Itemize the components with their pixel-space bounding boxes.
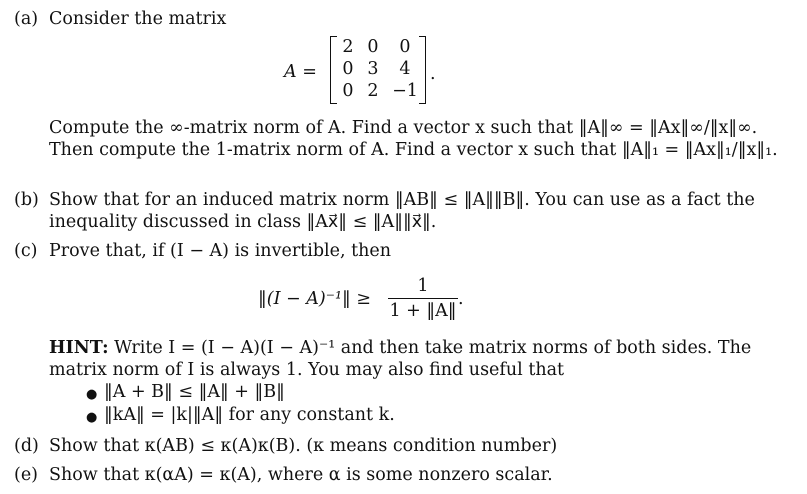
part-d-line-1: Show that κ(AB) ≤ κ(A)κ(B). (κ means condition number) (49, 436, 558, 456)
part-e-label: (e) (14, 465, 39, 485)
part-b-line-1: Show that for an induced matrix norm ‖AB‖ ≤ ‖A‖‖B‖. You can use as a fact the (49, 190, 755, 210)
matrix-cell: 0 (367, 37, 379, 57)
part-b-line-2: inequality discussed in class ‖Ax⃗‖ ≤ ‖A‖‖x⃗‖. (49, 212, 437, 232)
matrix-cell: 0 (399, 37, 411, 57)
matrix-cell: 4 (399, 59, 411, 79)
matrix-right-bracket (419, 36, 426, 104)
hint-bullet-2: ‖kA‖ = |k|‖A‖ for any constant k. (104, 405, 395, 425)
formula-fraction (388, 276, 458, 322)
hint-label: HINT: (49, 338, 109, 358)
matrix-lhs: A = (284, 62, 317, 82)
part-a-line-2: Then compute the 1-matrix norm of A. Find a vector x such that ‖A‖₁ = ‖Ax‖₁/‖x‖₁. (49, 140, 778, 160)
fraction-bar (388, 298, 458, 299)
matrix-cell: 3 (367, 59, 379, 79)
matrix-a (330, 36, 426, 104)
hint-bullet-1: ‖A + B‖ ≤ ‖A‖ + ‖B‖ (104, 382, 285, 402)
matrix-cell: −1 (392, 81, 418, 101)
hint-line-1-wrap (49, 338, 751, 359)
fraction-denominator: 1 + ‖A‖ (389, 301, 457, 321)
matrix-cell: 2 (342, 37, 354, 57)
fraction-numerator: 1 (417, 276, 429, 296)
part-b-label: (b) (14, 190, 39, 210)
part-a-line-1: Compute the ∞-matrix norm of A. Find a vector x such that ‖A‖∞ = ‖Ax‖∞/‖x‖∞. (49, 118, 758, 138)
matrix-period: . (430, 64, 436, 84)
part-a-label: (a) (14, 9, 39, 29)
formula-lhs: ‖(I − A)⁻¹‖ ≥ (258, 289, 371, 309)
hint-line-2: matrix norm of I is always 1. You may also find useful that (49, 360, 565, 380)
part-d-label: (d) (14, 436, 39, 456)
bullet-icon: ● (86, 387, 98, 402)
bullet-icon: ● (86, 410, 98, 425)
matrix-cell: 0 (342, 59, 354, 79)
formula-period: . (458, 289, 464, 309)
part-a-intro: Consider the matrix (49, 9, 227, 29)
part-c-label: (c) (14, 241, 38, 261)
part-c-line-1: Prove that, if (I − A) is invertible, then (49, 241, 392, 261)
matrix-cell: 0 (342, 81, 354, 101)
hint-line-1: Write I = (I − A)(I − A)⁻¹ and then take matrix norms of both sides. The (114, 338, 752, 358)
part-e-line-1: Show that κ(αA) = κ(A), where α is some nonzero scalar. (49, 465, 553, 485)
matrix-cell: 2 (367, 81, 379, 101)
